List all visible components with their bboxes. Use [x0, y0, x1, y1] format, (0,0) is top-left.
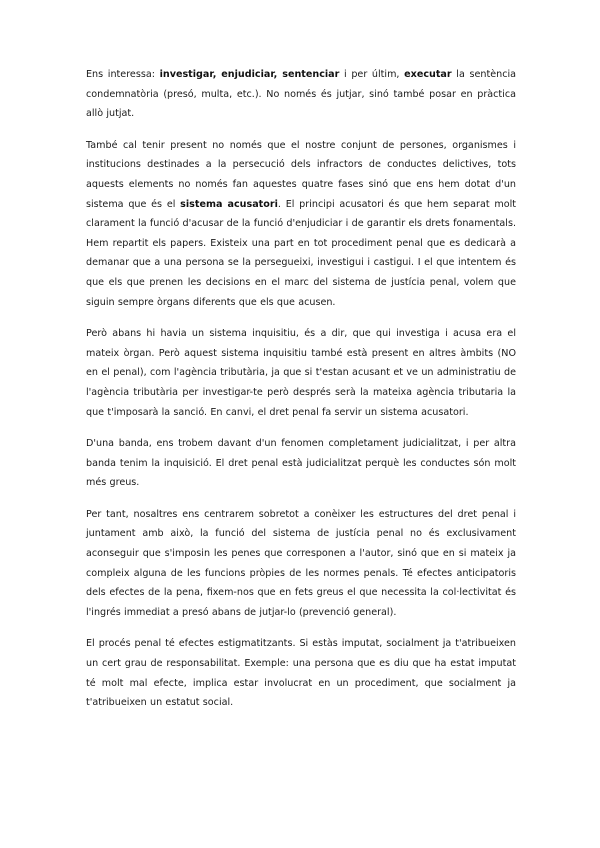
paragraph-6: El procés penal té efectes estigmatitzants. Si estàs imputat, socialment ja t'atribueixen un cert grau de responsabilitat. Exemple: una persona que es diu que ha estat imputat té molt mal efecte, implica estar involucrat en un procediment, que socialment ja t'atribueixen un estatut social. [86, 638, 516, 709]
p2-text-a: També cal tenir present no només que el nostre conjunt de persones, organismes i institucions destinades a la persecució dels infractors de conductes delictives, tots aquests elements no només fan aquestes quatre fases sinó que ens hem dotat d'un sistema que és el [86, 139, 516, 210]
p2-text-c: . El principi acusatori és que hem separat molt clarament la funció d'acusar de la funció d'enjudiciar i de garantir els drets fonamentals. Hem repartit els papers. Existeix una part en tot procediment penal que es dedicarà a demanar que a una persona se la persegueixi, investigui i castigui. I el que intentem és que els que prenen les decisions en el marc del sistema de justícia penal, volem que siguin sempre òrgans diferents que els que acusen. [86, 198, 517, 308]
paragraph-4: D'una banda, ens trobem davant d'un fenomen completament judicialitzat, i per altra banda tenim la inquisició. El dret penal està judicialitzat perquè les conductes són molt més greus. [86, 438, 516, 489]
p2-bold-accusatory-system: sistema acusatori [180, 198, 278, 210]
p1-bold-verbs: investigar, enjudiciar, sentenciar [159, 69, 340, 80]
paragraph-2 [86, 136, 516, 312]
p1-text-c: i per últim, [339, 69, 405, 80]
p1-text-d: la sentència condemnatòria (presó, multa, etc.). No només és jutjar, sinó també posar en pràctica allò jutjat. [86, 69, 517, 120]
p1-bold-execute: executar [404, 69, 452, 80]
paragraph-3: Però abans hi havia un sistema inquisitiu, és a dir, que qui investiga i acusa era el mateix òrgan. Però aquest sistema inquisitiu també està present en altres àmbits (NO en el penal), com l'agència tributària, ja que si t'estan acusant et ve un administratiu de l'agència tributària per investigar-te però després serà la mateixa agència tributaria la que t'imposarà la sanció. En canvi, el dret penal fa servir un sistema acusatori. [86, 328, 516, 418]
p1-text-a: Ens interessa: [86, 69, 160, 80]
paragraph-1 [86, 65, 516, 124]
document-page [86, 65, 516, 725]
paragraph-5: Per tant, nosaltres ens centrarem sobretot a conèixer les estructures del dret penal i juntament amb això, la funció del sistema de justícia penal no és exclusivament aconseguir que s'imposin les penes que corresponen a l'autor, sinó que en si mateix ja compleix alguna de les funcions pròpies de les normes penals. Té efectes anticipatoris dels efectes de la pena, fixem-nos que en fets greus el que necessita la col·lectivitat és l'ingrés immediat a presó abans de jutjar-lo (prevenció general). [86, 508, 516, 618]
